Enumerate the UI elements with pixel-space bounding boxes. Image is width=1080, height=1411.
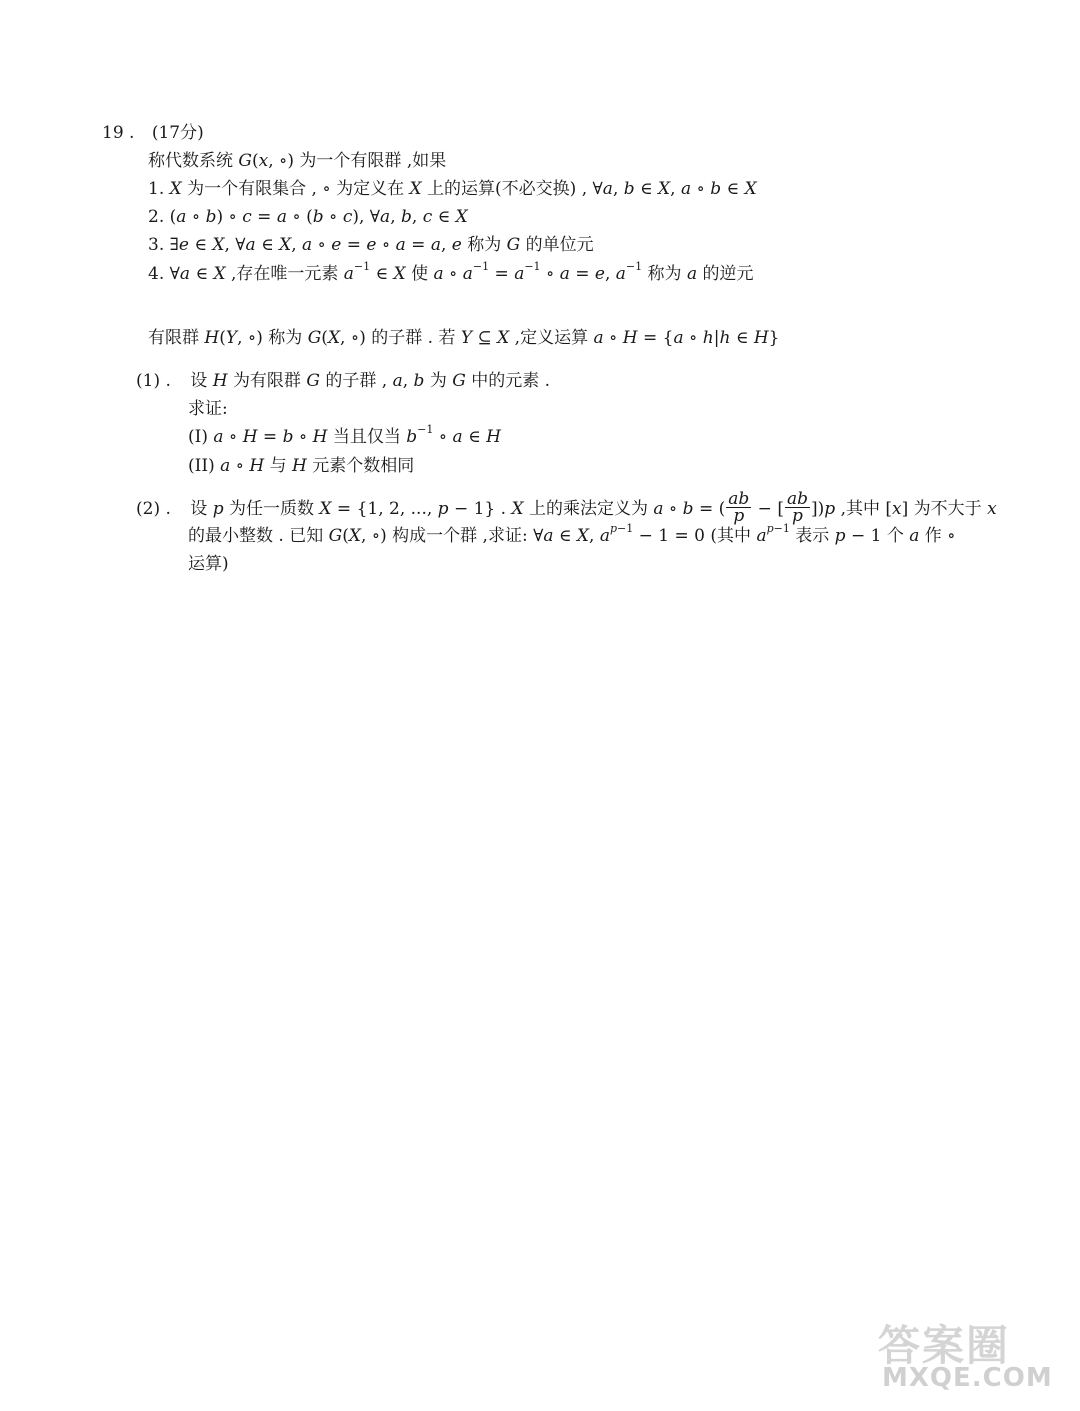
watermark-top-text: 答案圈 (878, 1321, 1011, 1370)
part-1: (1) . 设 H 为有限群 G 的子群 , a, b 为 G 中的元素 . (136, 371, 551, 391)
part-2-line-1: (2) . 设 p 为任一质数 X = {1, 2, ..., p − 1} . X 上的乘法定义为 a ∘ b = ( $\frac{ab}{p}$ − [ $\frac{ab}{p}$ ])p ,其中 [x] 为不大于 x (136, 489, 997, 526)
part-2-line-2: 的最小整数 . 已知 G(X, ∘) 构成一个群 ,求证: ∀a ∈ X, $a^{p-1} - 1 = 0$ (其中 $a^{p-1}$ 表示 p − 1 个 a 作 ∘ (188, 522, 956, 546)
part-1-item-2: (II) a ∘ H 与 H 元素个数相同 (188, 456, 415, 476)
question-number: 19 . (102, 123, 135, 143)
condition-3: 3. ∃e ∈ X, ∀a ∈ X, a ∘ e = e ∘ a = a, e 称为 G 的单位元 (148, 235, 594, 255)
part-1-prove: 求证: (188, 399, 228, 419)
question-score: (17分) (151, 123, 204, 143)
watermark-logo (878, 1313, 1060, 1393)
intro-line: 称代数系统 G(x, ∘) 为一个有限群 ,如果 (148, 151, 447, 171)
watermark-bottom-text: MXQE.COM (882, 1363, 1053, 1393)
condition-4: 4. ∀a ∈ X ,存在唯一元素 $a^{-1}$ ∈ X 使 a ∘ $a^{-1} = a^{-1}$ ∘ a = e, $a^{-1}$ 称为 a 的逆元 (148, 260, 754, 284)
part-2-line-3: 运算) (188, 554, 229, 574)
fraction-ab-over-p: $\frac{ab}{p}$ (728, 489, 750, 526)
condition-2: 2. (a ∘ b) ∘ c = a ∘ (b ∘ c), ∀a, b, c ∈ X (148, 207, 468, 227)
subgroup-definition: 有限群 H(Y, ∘) 称为 G(X, ∘) 的子群 . 若 Y ⊆ X ,定义运算 a ∘ H = {a ∘ h|h ∈ H} (148, 328, 780, 348)
question-number-line (102, 122, 204, 144)
part-1-item-1: (I) a ∘ H = b ∘ H 当且仅当 $b^{-1}$ ∘ a ∈ H (188, 423, 501, 447)
fraction-ab-over-p-floor: $\frac{ab}{p}$ (786, 489, 808, 526)
condition-1: 1. X 为一个有限集合 , ∘ 为定义在 X 上的运算(不必交换) , ∀a, b ∈ X, a ∘ b ∈ X (148, 179, 757, 199)
